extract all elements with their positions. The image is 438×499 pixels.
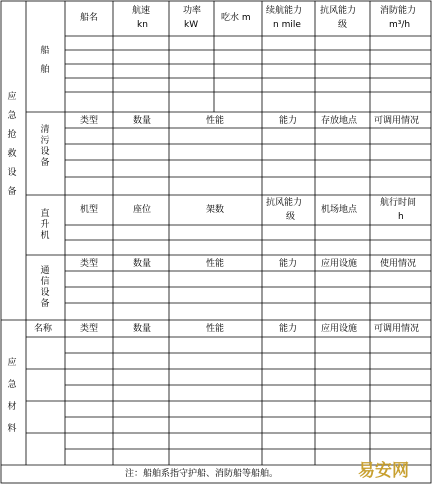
label-helicopter: 直升机	[40, 209, 50, 241]
fire-unit: m³/h	[389, 20, 411, 30]
heli-seats-header: 座位	[133, 205, 152, 215]
power-header: 功率	[183, 6, 202, 16]
materials-capacity-header: 能力	[279, 324, 298, 334]
label-emergency-equipment: 应急抢救设备	[7, 92, 17, 197]
materials-type-header: 类型	[80, 324, 99, 334]
cleanup-storage-header: 存放地点	[321, 116, 358, 126]
comms-qty-header: 数量	[133, 259, 152, 269]
heli-flight-time-header: 航行时间	[380, 198, 417, 208]
draft-header: 吃水 m	[221, 13, 251, 23]
materials-avail-header: 可调用情况	[374, 324, 420, 334]
label-materials: 应急材料	[7, 358, 17, 434]
comms-capacity-header: 能力	[279, 259, 298, 269]
heli-wind-header: 抗风能力	[266, 198, 303, 208]
wind-header: 抗风能力	[320, 6, 357, 16]
cleanup-avail-header: 可调用情况	[374, 116, 420, 126]
cleanup-qty-header: 数量	[133, 116, 152, 126]
comms-type-header: 类型	[80, 259, 99, 269]
watermark: 易安网	[358, 461, 409, 481]
endurance-unit: n mile	[273, 20, 301, 30]
materials-qty-header: 数量	[133, 324, 152, 334]
table-note: 注：船舶系指守护船、消防船等船舶。	[125, 469, 279, 479]
power-unit: kW	[184, 20, 199, 30]
cleanup-capacity-header: 能力	[279, 116, 298, 126]
heli-airport-header: 机场地点	[321, 205, 358, 215]
materials-name-header: 名称	[34, 324, 53, 334]
heli-flight-unit: h	[398, 212, 404, 222]
fire-header: 消防能力	[380, 6, 417, 16]
comms-app-header: 应用设施	[321, 259, 358, 269]
heli-model-header: 机型	[80, 205, 99, 215]
label-comms: 通信设备	[40, 266, 50, 309]
materials-app-header: 应用设施	[321, 324, 358, 334]
comms-perf-header: 性能	[206, 259, 225, 269]
cleanup-type-header: 类型	[80, 116, 99, 126]
materials-perf-header: 性能	[206, 324, 225, 334]
speed-unit: kn	[137, 20, 148, 30]
label-ship: 船舶	[40, 46, 50, 75]
heli-wind-unit: 级	[286, 212, 296, 222]
comms-usage-header: 使用情况	[380, 259, 417, 269]
label-cleanup: 清污设备	[40, 125, 50, 168]
endurance-header: 续航能力	[266, 6, 303, 16]
ship-name-header: 船名	[80, 13, 99, 23]
heli-sorties-header: 架数	[206, 205, 225, 215]
speed-header: 航速	[132, 6, 151, 16]
cleanup-perf-header: 性能	[206, 116, 225, 126]
wind-unit: 级	[338, 20, 348, 30]
